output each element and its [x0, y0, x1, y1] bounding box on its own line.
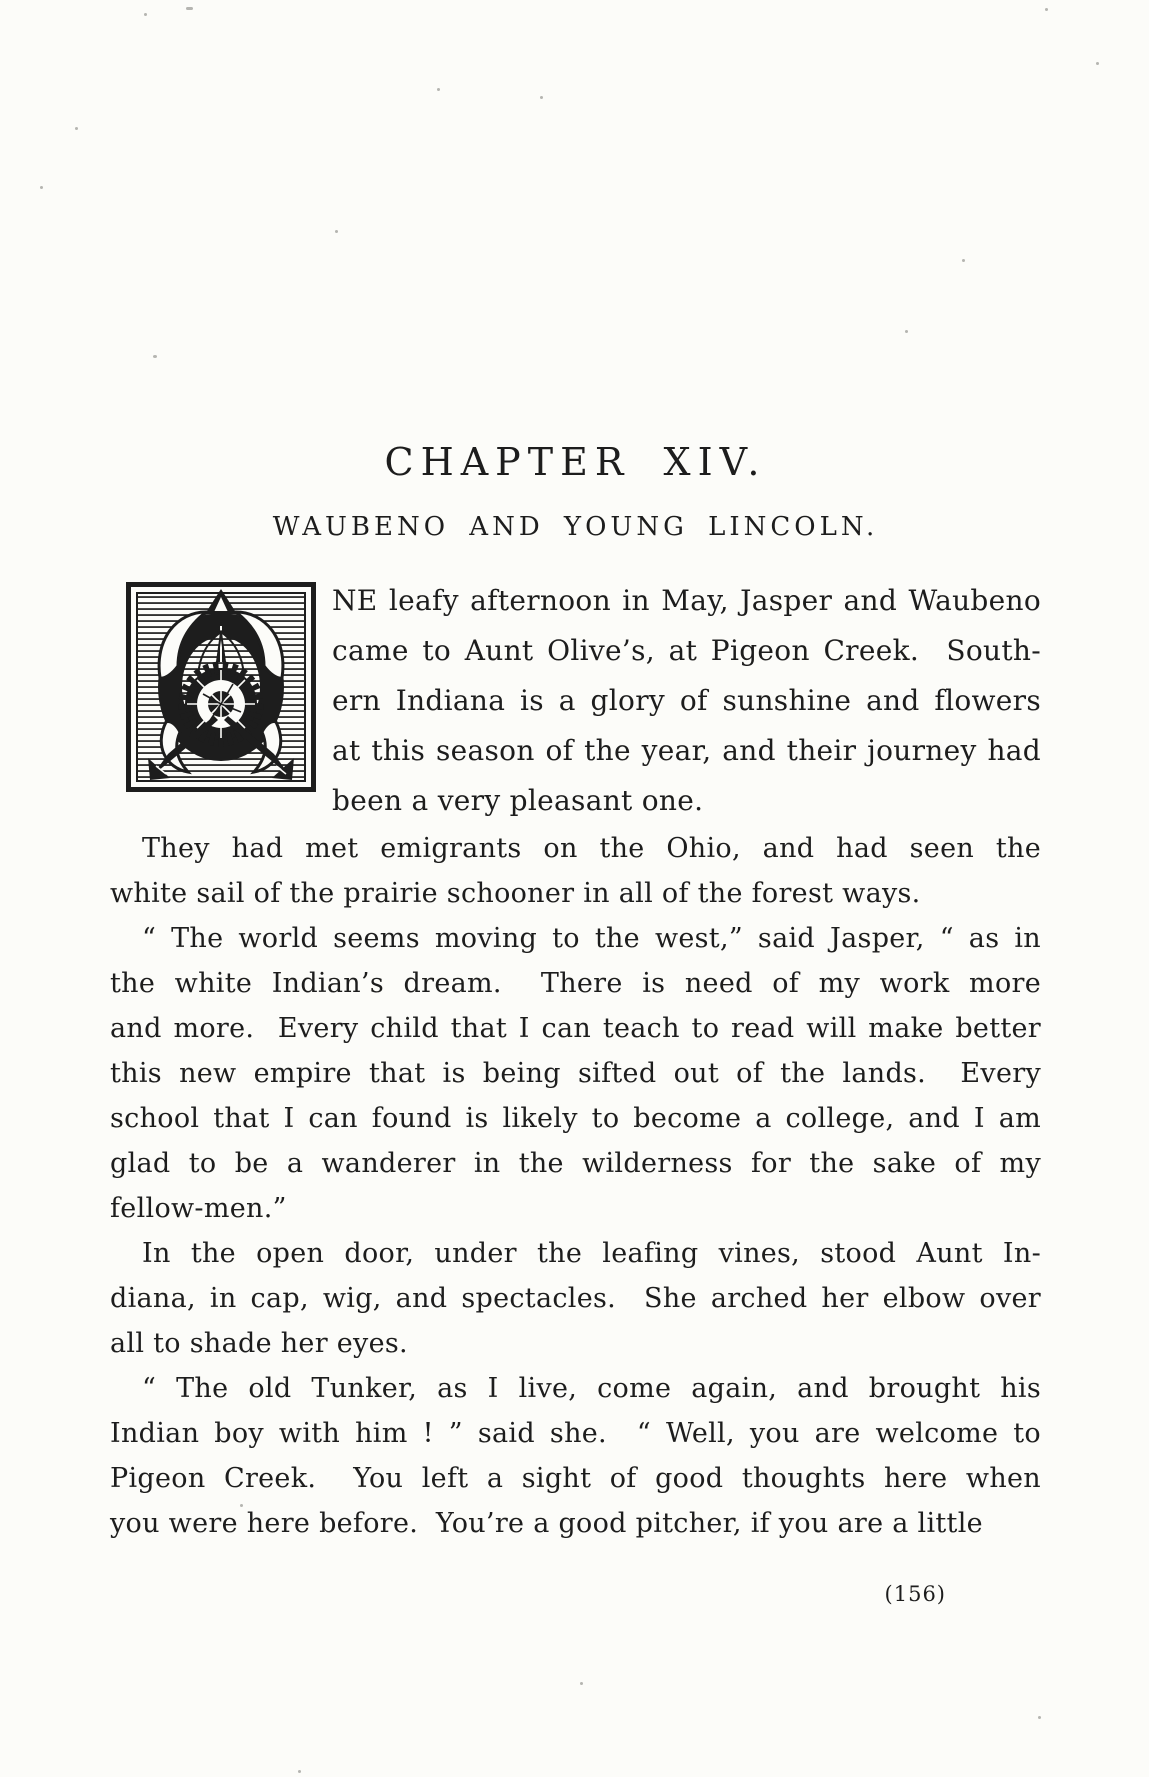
- scan-speck: [1096, 62, 1099, 65]
- text-line: you were here before. You’re a good pitcher, if you are a little: [110, 1508, 983, 1539]
- text-line: the white Indian’s dream. There is need of my work more: [110, 968, 1041, 999]
- paragraph: [110, 1366, 1041, 1546]
- text-line: school that I can found is likely to become a college, and I am: [110, 1103, 1041, 1134]
- text-line: this new empire that is being sifted out of the lands. Every: [110, 1058, 1041, 1089]
- page-number: (156): [884, 1582, 946, 1606]
- text-line: at this season of the year, and their journey had: [332, 734, 1041, 767]
- scan-speck: [962, 259, 965, 262]
- woodcut-initial-o-icon: [126, 582, 316, 792]
- scan-speck: [580, 1682, 583, 1685]
- chapter-subtitle: WAUBENO AND YOUNG LINCOLN.: [272, 512, 879, 542]
- text-line: diana, in cap, wig, and spectacles. She arched her elbow over: [110, 1283, 1041, 1314]
- scan-speck: [437, 88, 440, 91]
- text-line: white sail of the prairie schooner in all of the forest ways.: [110, 878, 921, 909]
- scan-speck: [40, 186, 43, 189]
- text-line: Indian boy with him ! ” said she. “ Well, you are welcome to: [110, 1418, 1041, 1449]
- scan-speck: [905, 330, 908, 333]
- paragraph: [110, 576, 1041, 826]
- text-line: and more. Every child that I can teach to read will make better: [110, 1013, 1041, 1044]
- text-line: “ The old Tunker, as I live, come again, and brought his: [142, 1373, 1041, 1404]
- paragraph: [110, 1231, 1041, 1366]
- scan-speck: [1038, 1716, 1041, 1719]
- scan-speck: [144, 13, 147, 16]
- scan-speck: [153, 355, 157, 358]
- text-line: been a very pleasant one.: [332, 784, 704, 817]
- text-line: They had met emigrants on the Ohio, and had seen the: [142, 833, 1041, 864]
- paragraph: [110, 916, 1041, 1231]
- scan-speck: [186, 7, 193, 10]
- scan-speck: [240, 1504, 243, 1507]
- text-line: In the open door, under the leafing vines, stood Aunt In-: [142, 1238, 1041, 1269]
- text-line: “ The world seems moving to the west,” said Jasper, “ as in: [142, 923, 1041, 954]
- scan-speck: [540, 96, 543, 99]
- chapter-heading: CHAPTER XIV.: [384, 440, 767, 484]
- text-line: Pigeon Creek. You left a sight of good thoughts here when: [110, 1463, 1041, 1494]
- scan-speck: [1045, 8, 1048, 11]
- scan-speck: [75, 127, 78, 130]
- drop-cap-initial-o: [126, 582, 316, 792]
- body-paragraphs: [110, 576, 1041, 1546]
- text-line: all to shade her eyes.: [110, 1328, 408, 1359]
- text-line: fellow-men.”: [110, 1193, 287, 1224]
- paragraph: [110, 826, 1041, 916]
- text-line: NE leafy afternoon in May, Jasper and Waubeno: [332, 584, 1041, 617]
- text-line: ern Indiana is a glory of sunshine and flowers: [332, 684, 1041, 717]
- scan-speck: [335, 230, 338, 233]
- text-line: came to Aunt Olive’s, at Pigeon Creek. South-: [332, 634, 1041, 667]
- scan-speck: [298, 1770, 301, 1773]
- text-line: glad to be a wanderer in the wilderness for the sake of my: [110, 1148, 1041, 1179]
